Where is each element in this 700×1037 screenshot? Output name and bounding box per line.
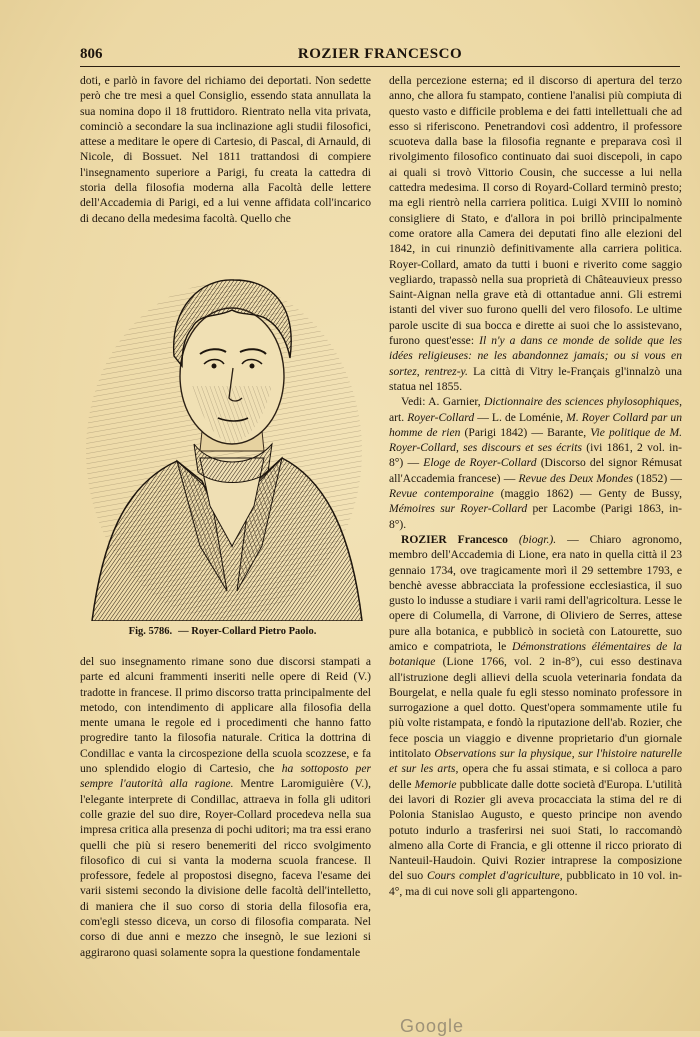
figure-caption xyxy=(80,626,371,637)
figure-title: — Royer-Collard Pietro Paolo. xyxy=(178,626,317,637)
right-column xyxy=(389,73,682,899)
page-header xyxy=(80,44,680,66)
left-column-bottom xyxy=(80,654,371,960)
paragraph: del suo insegnamento rimane sono due discorsi stampati a parte ed alcuni frammenti inseriti nelle opere di Reid (V.) tradotte in francese. Il primo discorso tratta principalmente del metodo, con intendimento di applicare alla filosofia della mente umana le regole ed i procedimenti che hanno fatto progredire tanto la filosofia naturale. Critica la dottrina di Condillac e vanta la circospezione della scuola scozzese, e fa uno splendido elogio di Cartesio, che ha sottoposto per sempre l'autorità alla ragione. Mentre Laromiguière (V.), l'elegante interprete di Condillac, attraeva in folla gli uditori colle grazie del suo dire, Royer-Collard procedeva nella sua impresa critica alla presenza di pochi uditori; ma tra essi erano quelli che più si resero benemeriti del ricco svolgimento filosofico di cui si vanta la moderna scuola francese. Il professore, fedele al propostosi disegno, faceva l'esame dei varii sistemi secondo la divisione delle facoltà dell'intelletto, di maniera che il suo corso di storia della filosofia era, com'egli stesso diceva, un corso di filosofia comparata. Nel corso di due anni e mezzo che insegnò, le sue lezioni si aggirarono quasi solamente sopra la questione fondamentale xyxy=(80,655,372,959)
entry-heading: ROZIER Francesco xyxy=(401,532,508,546)
running-title: ROZIER FRANCESCO xyxy=(297,46,463,62)
italic-quote: Il n'y a dans ce monde de solide que les idées religieuses: ne les abandonnez jamais; ou si vous en sortez, rentrez-y. xyxy=(389,334,682,378)
bibliography-paragraph: Vedi: A. Garnier, Dictionnaire des sciences phylosophiques, art. Royer-Collard — L. de Loménie, M. Royer Collard par un homme de rien (Parigi 1842) — Barante, Vie politique de M. Royer-Collard, ses discours et ses écrits (ivi 1861, 2 vol. in-8°) — Eloge de Royer-Collard (Discorso del signor Rémusat all'Accademia francese) — Revue des Deux Mondes (1852) — Revue contemporaine (maggio 1862) — Genty de Bussy, Mémoires sur Royer-Collard per Lacombe (Parigi 1863, in-8°). xyxy=(389,395,683,531)
figure-number: Fig. 5786. xyxy=(128,626,173,637)
paragraph: doti, e parlò in favore del richiamo dei deportati. Non sedette però che tre mesi a quel Consiglio, essendo stata annullata la sua nomina dopo il 18 fruttidoro. Rientrato nella vita privata, cominciò a secondare la sua inclinazione agli studii filosofici, attese a meditare le opere di Cartesio, di Pascal, di Arnauld, di Nicole, di Bossuet. Nel 1811 trattandosi di compiere l'insegnamento superiore a Parigi, fu creata la cattedra di storia della filosofia moderna alla Facoltà delle lettere dell'Accademia di Parigi, ed a lui venne affidata coll'incarico di decano della medesima facoltà. Quello che xyxy=(80,74,371,225)
italic-quote: ha sottoposto per sempre l'autorità alla ragione. xyxy=(80,762,371,791)
header-rule xyxy=(80,66,680,67)
digitizer-watermark: Google xyxy=(400,1016,465,1036)
page-number: 806 xyxy=(80,46,103,62)
left-column-top xyxy=(80,73,371,226)
portrait-engraving xyxy=(82,246,367,621)
paragraph: della percezione esterna; ed il discorso di apertura del terzo anno, che allora fu stampato, contiene l'analisi più compiuta di questo vasto e difficile problema e dei fatti intellettuali che ad esso si riferiscono. Penetrandovi così addentro, il professore scuoteva dalla base la filosofia regnante e preparava così il rivolgimento filosofico continuato dai suoi discepoli, in capo ai quali si trovò Vittorio Cousin, che successe a lui nella cattedra medesima. Il corso di Royard-Collard terminò presto; ma egli rientrò nella carriera politica. Luigi XVIII lo nominò consigliere di Stato, e d'allora in poi brillò principalmente come oratore alla Camera dei deputati fino alle elezioni del 1842, in cui rinunziò definitivamente alla carriera politica. Royer-Collard, amato da tutti i buoni e riverito come saggio vegliardo, trapassò nella sua proprietà di Châteauvieux presso Saint-Aignan nella grave età di ottantadue anni. Gli estremi istanti del viver suo furono quelli del vero filosofo. Le ultime parole uscite di sua bocca e dirette ai suoi che lo assistevano, furono quest'esse: Il n'y a dans ce monde de solide que les idées religieuses: ne les abandonnez jamais; ou si vous en sortez, rentrez-y. La città di Vitry le-Français gl'innalzò una statua nel 1855. xyxy=(389,74,683,393)
entry-rozier: ROZIER Francesco (biogr.). — Chiaro agronomo, membro dell'Accademia di Lione, era nato in quella città il 23 gennaio 1734, ove tragicamente morì il 29 settembre 1793, e benchè avesse abbracciata la professione ecclesiastica, il suo gusto lo indusse a studiare i varii rami dell'agricoltura. Lesse le opere di Columella, di Varrone, di Oliviero de Serres, attese pure alla botanica, e pubblicò in società con Latourette, suo amico e compatriota, le Démonstrations élémentaires de la botanique (Lione 1766, vol. 2 in-8°), cui esso destinava all'istruzione degli allievi della scuola veterinaria fondata da Bourgelat, e nella quale fu egli stesso nominato professore in surrogazione a quel dotto. Quest'opera sommamente utile fu più volte ristampata, e fondò la riputazione dell'ab. Rozier, che fece poscia un viaggio e divenne proprietario d'un giornale intitolato Observations sur la physique, sur l'histoire naturelle et sur les arts, opera che fu assai stimata, e si colloca a paro delle Memorie pubblicate dalle dotte società d'Europa. L'utilità dei lavori di Rozier gli aveva procacciata la stima del re di Polonia Stanislao Augusto, e questo principe non avendo potuto indurlo a trasferirsi nei suoi Stati, lo raccomandò almeno alla Corte di Francia, e gli ottenne il ricco priorato di Nanteuil-Haudoin. Quivi Rozier intraprese la composizione del suo Cours complet d'agriculture, pubblicato in 10 vol. in-4°, ma di cui nove soli gli appartengono. xyxy=(389,532,682,898)
